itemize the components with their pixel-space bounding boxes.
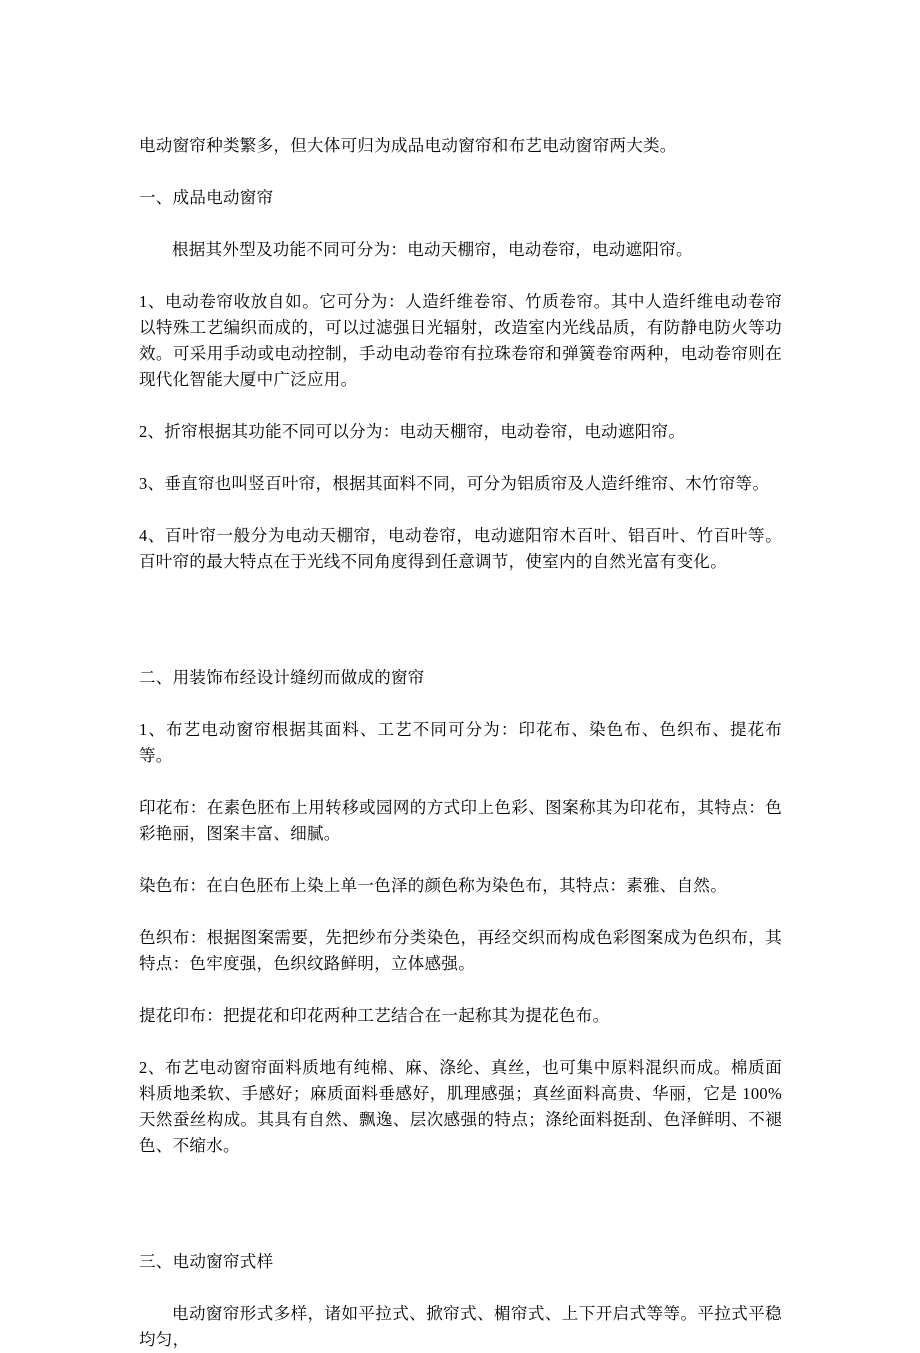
paragraph: 一、成品电动窗帘	[139, 188, 274, 207]
paragraph: 印花布：在素色胚布上用转移或园网的方式印上色彩、图案称其为印花布，其特点：色彩艳丽，图案丰富、细腻。	[139, 798, 782, 843]
paragraph: 1、布艺电动窗帘根据其面料、工艺不同可分为：印花布、染色布、色织布、提花布等。	[139, 720, 782, 765]
paragraph: 电动窗帘形式多样，诸如平拉式、掀帘式、楣帘式、上下开启式等等。平拉式平稳均匀，	[139, 1304, 782, 1349]
paragraph: 根据其外型及功能不同可分为：电动天棚帘，电动卷帘，电动遮阳帘。	[172, 240, 693, 259]
paragraph: 染色布：在白色胚布上染上单一色泽的颜色称为染色布，其特点：素雅、自然。	[139, 876, 727, 895]
paragraph: 2、折帘根据其功能不同可以分为：电动天棚帘，电动卷帘，电动遮阳帘。	[139, 422, 686, 441]
document-content	[139, 133, 782, 1353]
paragraph: 三、电动窗帘式样	[139, 1252, 274, 1271]
paragraph: 色织布：根据图案需要，先把纱布分类染色，再经交织而构成色彩图案成为色织布，其特点：色牢度强，色织纹路鲜明，立体感强。	[139, 928, 782, 973]
paragraph: 4、百叶帘一般分为电动天棚帘，电动卷帘，电动遮阳帘木百叶、铝百叶、竹百叶等。百叶帘的最大特点在于光线不同角度得到任意调节，使室内的自然光富有变化。	[139, 526, 782, 571]
paragraph: 提花印布：把提花和印花两种工艺结合在一起称其为提花色布。	[139, 1006, 610, 1025]
paragraph: 3、垂直帘也叫竖百叶帘，根据其面料不同，可分为铝质帘及人造纤维帘、木竹帘等。	[139, 474, 770, 493]
paragraph: 1、电动卷帘收放自如。它可分为：人造纤维卷帘、竹质卷帘。其中人造纤维电动卷帘以特殊工艺编织而成的，可以过滤强日光辐射，改造室内光线品质，有防静电防火等功效。可采用手动或电动控制，手动电动卷帘有拉珠卷帘和弹簧卷帘两种，电动卷帘则在现代化智能大厦中广泛应用。	[139, 292, 782, 389]
paragraph: 2、布艺电动窗帘面料质地有纯棉、麻、涤纶、真丝，也可集中原料混织而成。棉质面料质地柔软、手感好；麻质面料垂感好，肌理感强；真丝面料高贵、华丽，它是 100%天然蚕丝构成。其具有自然、飘逸、层次感强的特点；涤纶面料挺刮、色泽鲜明、不褪色、不缩水。	[139, 1058, 782, 1155]
paragraph: 电动窗帘种类繁多，但大体可归为成品电动窗帘和布艺电动窗帘两大类。	[139, 136, 677, 155]
paragraph: 二、用装饰布经设计缝纫而做成的窗帘	[139, 668, 425, 687]
